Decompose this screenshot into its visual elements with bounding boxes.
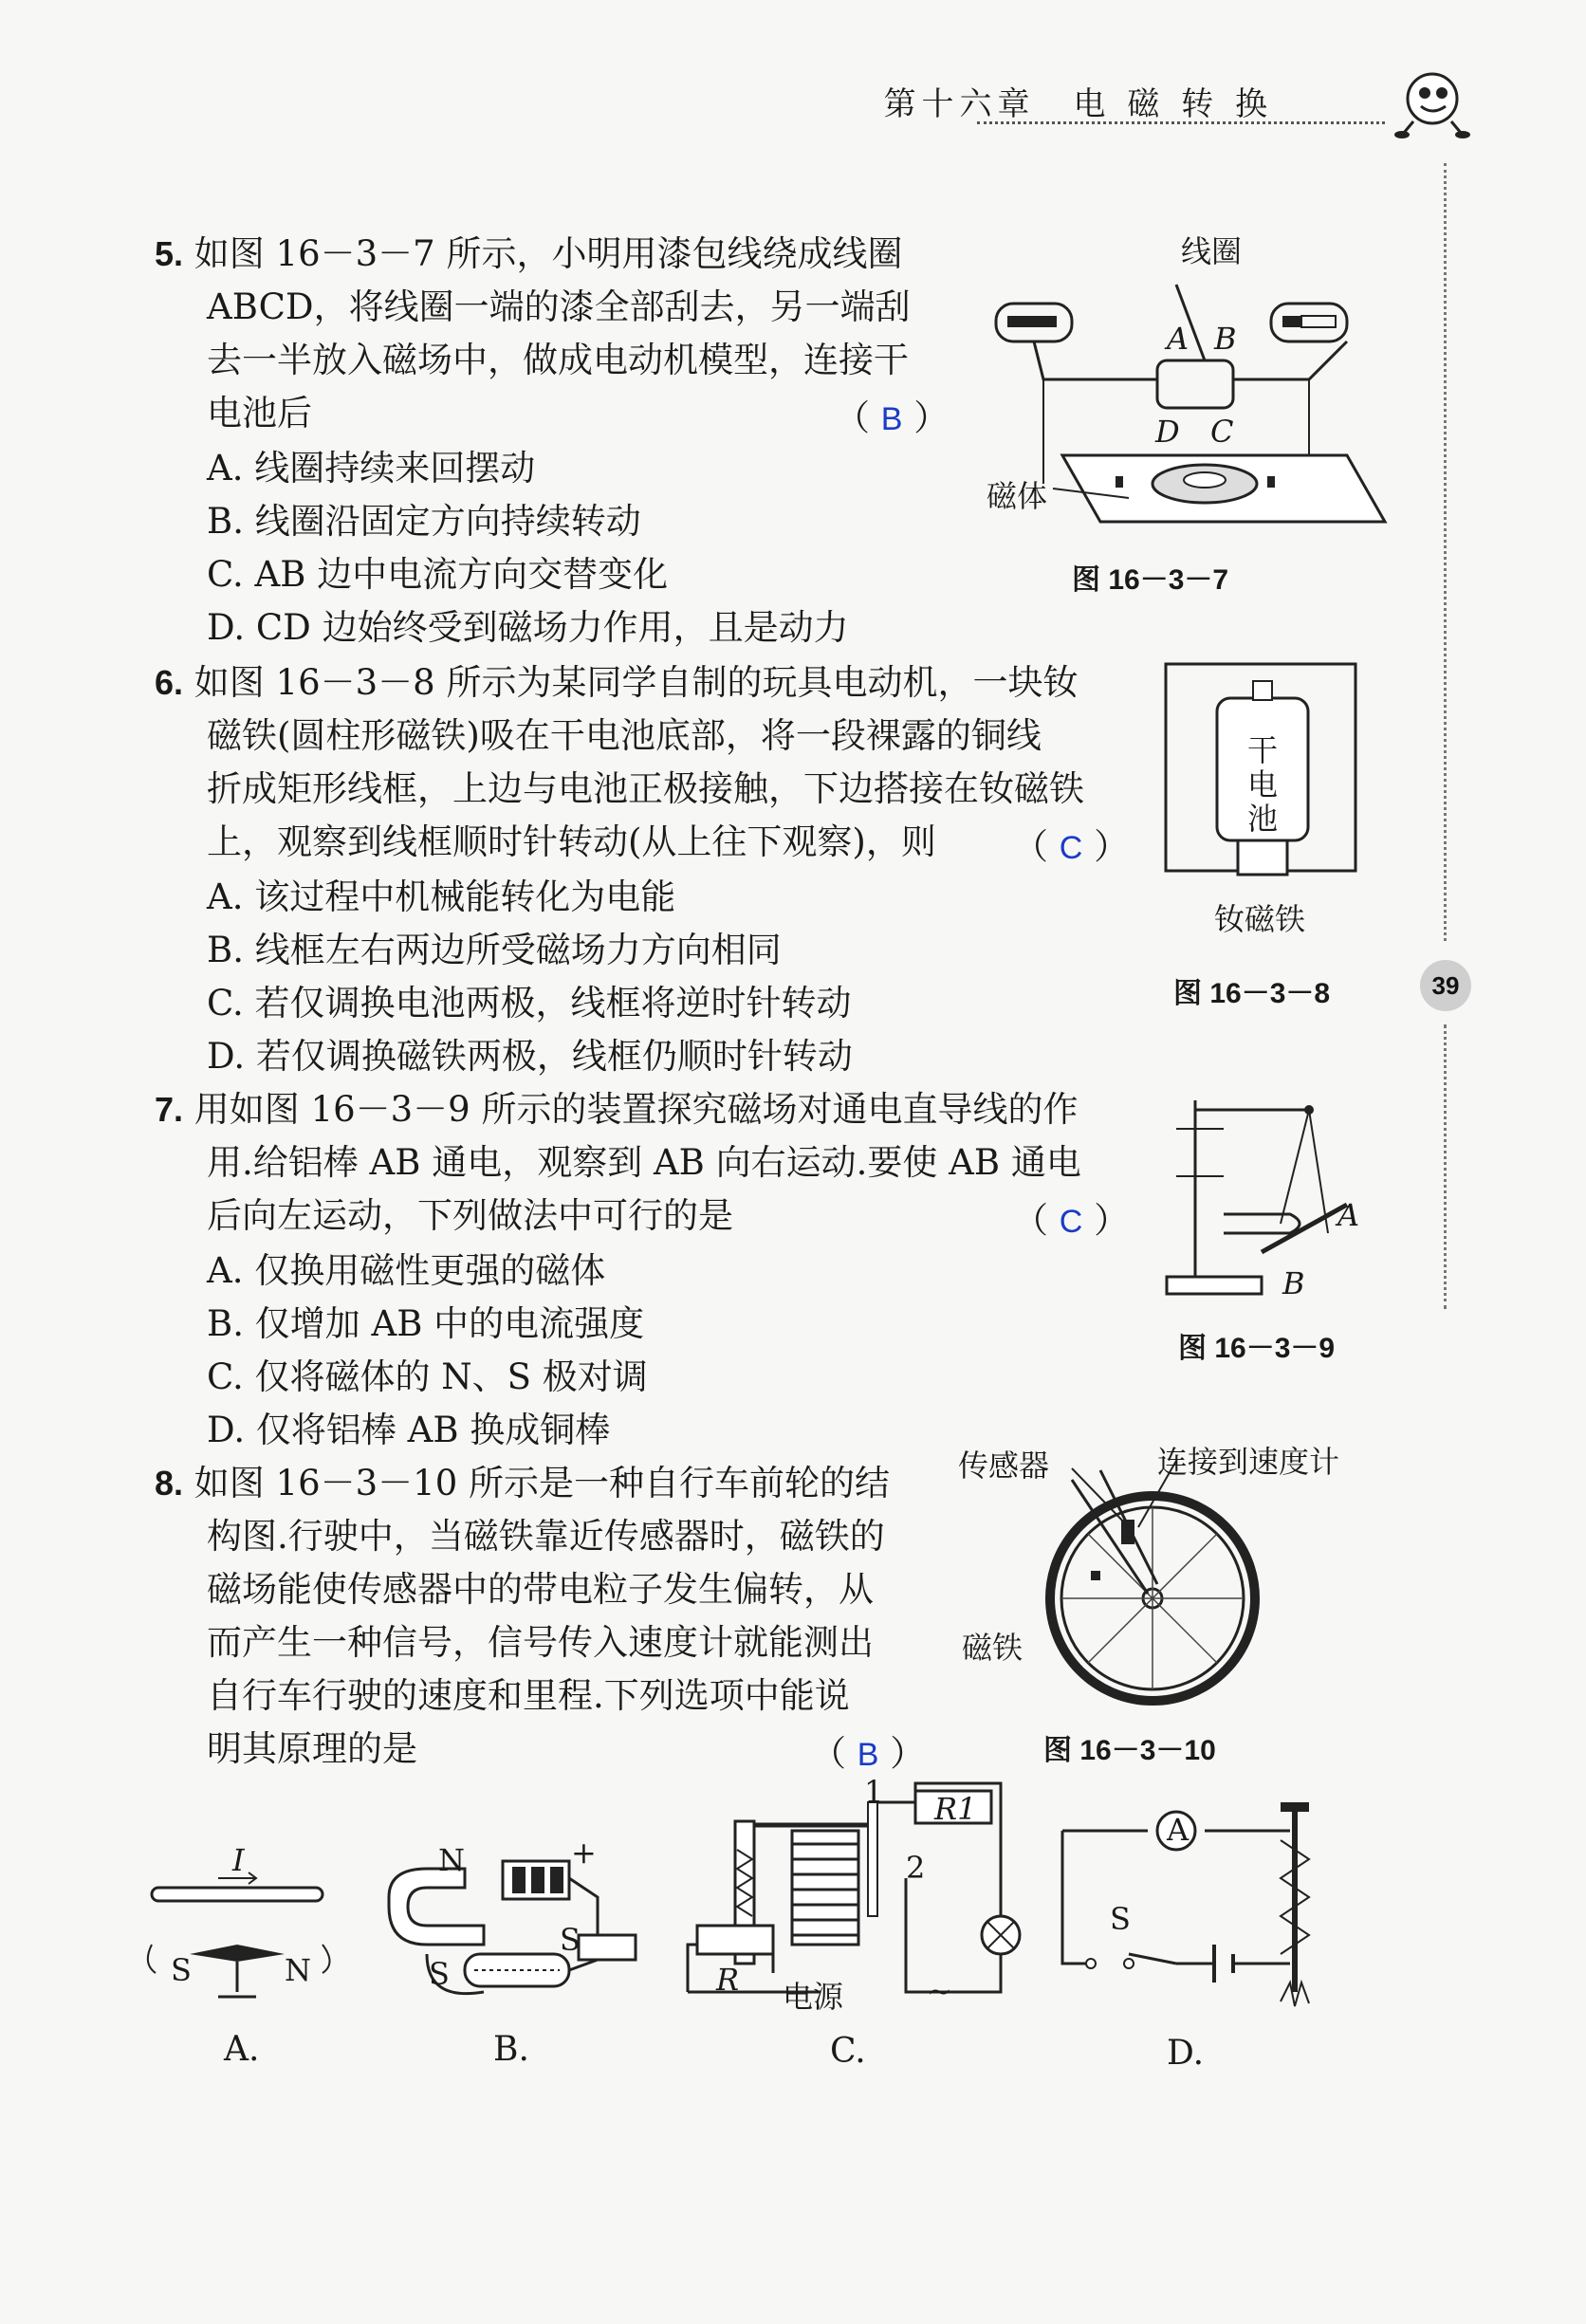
- opt-b-switch-mark: S: [560, 1922, 581, 1958]
- q6-answer-bracket: （ C ）: [1013, 826, 1130, 867]
- q6-line-1: 6. 如图 16－3－8 所示为某同学自制的玩具电动机，一块钕: [155, 662, 1079, 703]
- figure-16-3-9: [1167, 1091, 1385, 1375]
- label-rod-a: A: [1337, 1197, 1360, 1233]
- opt-c-contact-1: 1: [864, 1774, 884, 1810]
- opt-d-ammeter-mark: A: [1167, 1812, 1190, 1848]
- page-number: 39: [1420, 960, 1471, 1011]
- chapter-title: 第十六章 电 磁 转 换: [883, 85, 1273, 123]
- q8-number: 8.: [155, 1464, 184, 1503]
- q6-line-2: 磁铁(圆柱形磁铁)吸在干电池底部，将一段裸露的铜线: [207, 715, 1042, 756]
- label-nd-magnet: 钕磁铁: [1214, 901, 1306, 937]
- q5-line-1: 5. 如图 16－3－7 所示，小明用漆包线绕成线圈: [155, 233, 903, 274]
- q7-number: 7.: [155, 1090, 184, 1129]
- caption-16-3-7: 图 16－3－7: [1072, 564, 1229, 596]
- q5-option-c: C. AB 边中电流方向交替变化: [207, 554, 669, 595]
- caption-16-3-8: 图 16－3－8: [1173, 978, 1331, 1009]
- q6-option-b: B. 线框左右两边所受磁场力方向相同: [207, 930, 782, 970]
- option-d-diagram: [1053, 1783, 1347, 2087]
- opt-b-label: B.: [493, 2030, 529, 2069]
- label-battery-1: 干: [1247, 732, 1279, 768]
- q8-line-2: 构图.行驶中，当磁铁靠近传感器时，磁铁的: [207, 1516, 885, 1557]
- side-divider-lower: [1444, 1024, 1447, 1309]
- q7-option-a: A. 仅换用磁性更强的磁体: [207, 1250, 606, 1291]
- motor-circuit-diagram: [370, 1840, 655, 2011]
- q6-number: 6.: [155, 663, 184, 702]
- label-coil: 线圈: [1181, 233, 1243, 269]
- q8-answer-bracket: （ B ）: [811, 1733, 926, 1774]
- opt-c-r-mark: R: [716, 1962, 740, 1998]
- q5-option-b: B. 线圈沿固定方向持续转动: [207, 501, 641, 542]
- q6-option-d: D. 若仅调换磁铁两极，线框仍顺时针转动: [207, 1036, 853, 1077]
- q5-line-4: 电池后: [207, 393, 312, 433]
- q6-option-a: A. 该过程中机械能转化为电能: [207, 876, 676, 917]
- label-b: B: [1214, 321, 1237, 357]
- label-c: C: [1210, 414, 1234, 450]
- opt-b-north-mark: N: [438, 1842, 465, 1878]
- side-divider: [1444, 163, 1447, 941]
- q8-line-6: 明其原理的是: [207, 1728, 417, 1769]
- q7-option-b: B. 仅增加 AB 中的电流强度: [207, 1303, 645, 1344]
- figure-16-3-7: [987, 228, 1366, 607]
- figure-16-3-8: [1162, 660, 1380, 1011]
- label-a: A: [1167, 321, 1190, 357]
- q8-line-4: 而产生一种信号，信号传入速度计就能测出: [207, 1622, 874, 1663]
- q5-option-d: D. CD 边始终受到磁场力作用，且是动力: [207, 607, 849, 648]
- q5-answer: B: [880, 401, 903, 437]
- q7-option-d: D. 仅将铝棒 AB 换成铜棒: [207, 1410, 611, 1450]
- opt-c-contact-2: 2: [906, 1850, 926, 1886]
- q7-answer-bracket: （ C ）: [1013, 1200, 1130, 1241]
- opt-a-current-mark: I: [232, 1842, 245, 1878]
- q6-option-c: C. 若仅调换电池两极，线框将逆时针转动: [207, 983, 852, 1024]
- opt-c-power-mark: 电源: [783, 1979, 844, 2015]
- electromagnet-circuit-diagram: [1053, 1783, 1347, 2011]
- q8-line-5: 自行车行驶的速度和里程.下列选项中能说: [207, 1675, 850, 1716]
- label-d: D: [1155, 414, 1180, 450]
- q5-line-3: 去一半放入磁场中，做成电动机模型，连接干: [207, 340, 909, 380]
- q5-line-2: ABCD，将线圈一端的漆全部刮去，另一端刮: [207, 286, 911, 327]
- opt-c-r1-mark: R1: [934, 1791, 977, 1827]
- q5-answer-bracket: （ B ）: [835, 397, 950, 438]
- label-wheel-magnet: 磁铁: [962, 1630, 1024, 1666]
- option-c-diagram: [678, 1774, 1020, 2087]
- q8-line-1: 8. 如图 16－3－10 所示是一种自行车前轮的结: [155, 1463, 891, 1503]
- label-battery-2: 电: [1247, 766, 1279, 802]
- q7-line-2: 用.给铝棒 AB 通电，观察到 AB 向右运动.要使 AB 通电: [207, 1142, 1081, 1183]
- q7-option-c: C. 仅将磁体的 N、S 极对调: [207, 1356, 648, 1397]
- q6-line-4: 上，观察到线框顺时针转动(从上往下观察)，则: [207, 821, 936, 862]
- opt-b-south-mark: S: [429, 1956, 450, 1992]
- q7-line-1: 7. 用如图 16－3－9 所示的装置探究磁场对通电直导线的作: [155, 1089, 1079, 1130]
- opt-a-label: A.: [224, 2030, 260, 2069]
- q8-line-3: 磁场能使传感器中的带电粒子发生偏转，从: [207, 1569, 874, 1610]
- label-sensor: 传感器: [958, 1448, 1050, 1484]
- opt-d-switch-mark: S: [1110, 1901, 1131, 1937]
- q6-answer: C: [1059, 830, 1083, 866]
- q5-option-a: A. 线圈持续来回摆动: [207, 448, 536, 489]
- opt-a-north-mark: N: [285, 1952, 311, 1988]
- opt-a-south-mark: S: [171, 1952, 192, 1988]
- q5-number: 5.: [155, 234, 184, 273]
- option-b-diagram: [370, 1835, 655, 2087]
- label-battery-3: 池: [1247, 801, 1279, 837]
- opt-c-ac-mark: ~: [927, 1973, 952, 2009]
- label-rod-b: B: [1282, 1265, 1305, 1301]
- label-speedometer: 连接到速度计: [1157, 1444, 1340, 1480]
- q6-line-3: 折成矩形线框，上边与电池正极接触，下边搭接在钕磁铁: [207, 768, 1084, 809]
- mascot-icon: [1394, 63, 1470, 138]
- caption-16-3-10: 图 16－3－10: [1043, 1735, 1216, 1766]
- figure-16-3-10: [958, 1442, 1375, 1774]
- header-divider: [977, 121, 1385, 124]
- caption-16-3-9: 图 16－3－9: [1178, 1333, 1336, 1364]
- opt-b-plus-mark: +: [571, 1835, 597, 1871]
- option-a-diagram: [142, 1842, 351, 2087]
- opt-d-label: D.: [1167, 2034, 1205, 2073]
- q7-line-3: 后向左运动，下列做法中可行的是: [207, 1195, 733, 1236]
- label-magnet: 磁体: [987, 478, 1048, 514]
- q7-answer: C: [1059, 1204, 1083, 1240]
- opt-c-label: C.: [830, 2032, 866, 2071]
- q8-answer: B: [857, 1737, 879, 1773]
